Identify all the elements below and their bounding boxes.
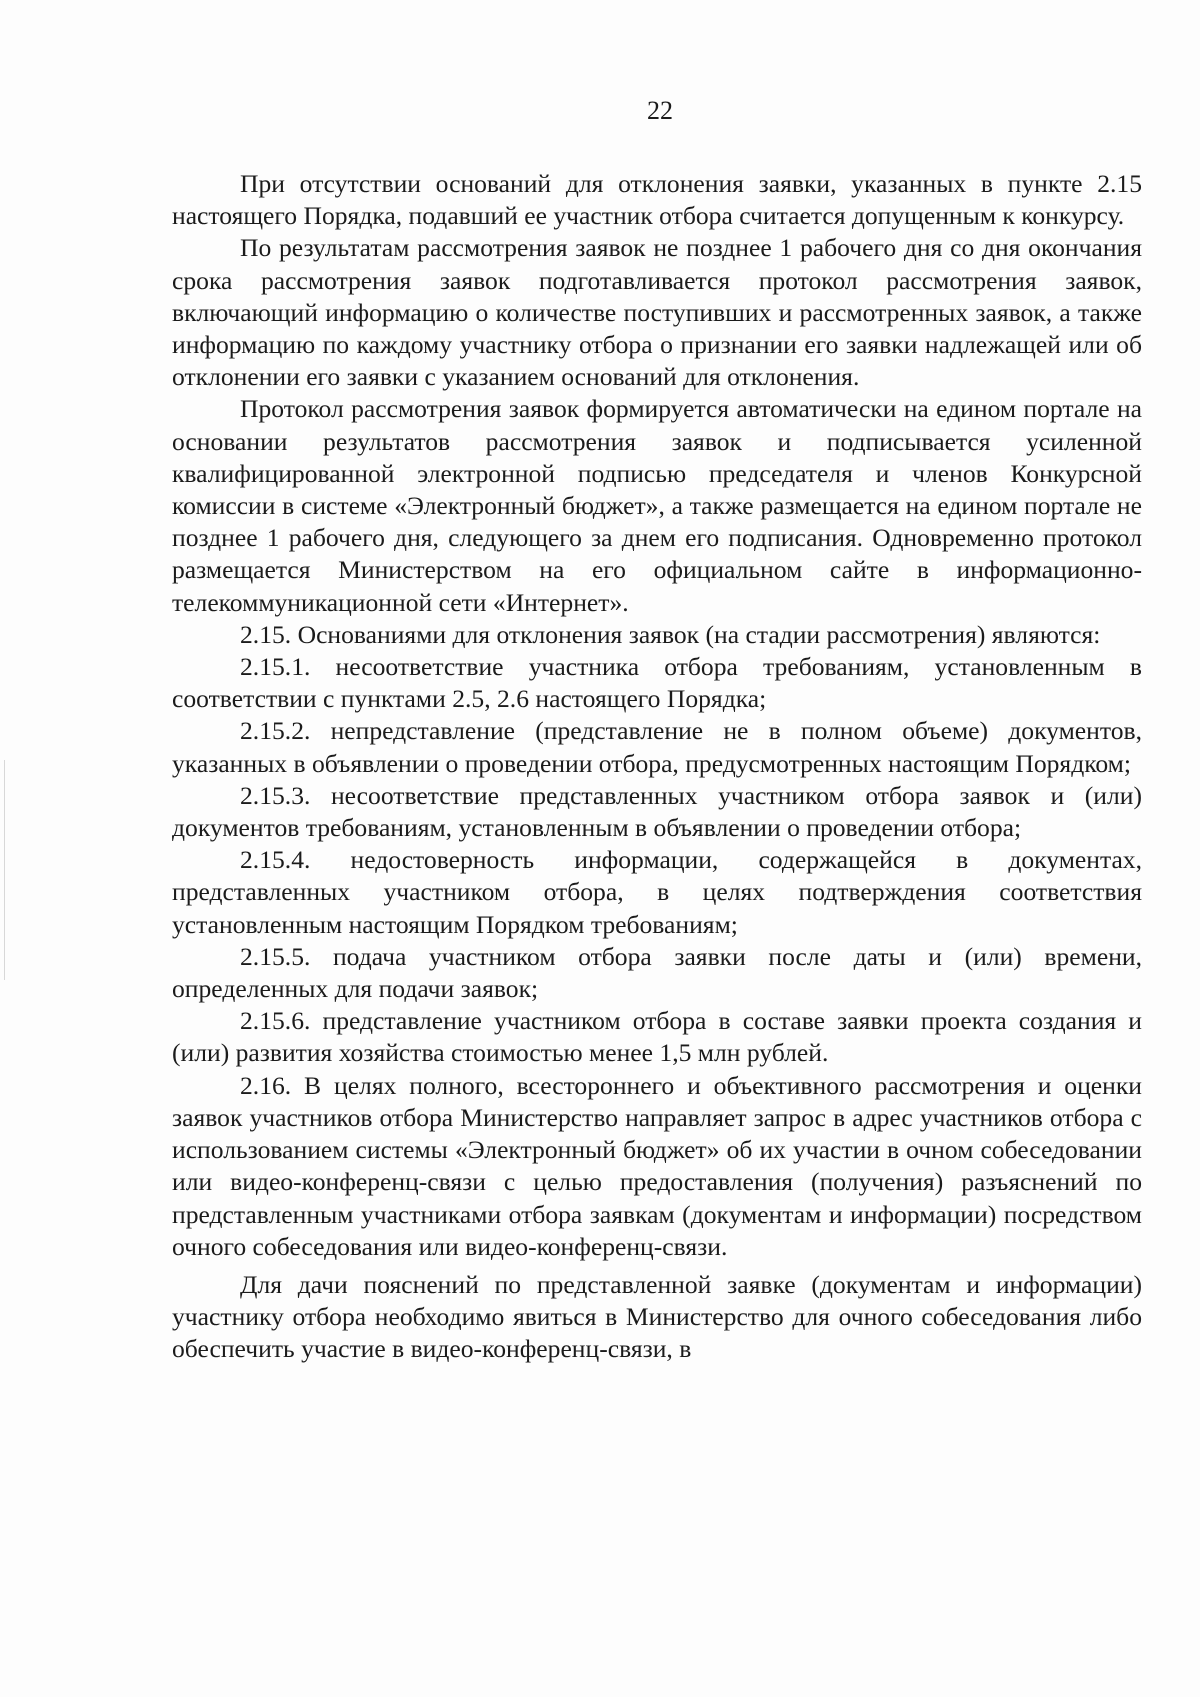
paragraph-2-15-1: 2.15.1. несоответствие участника отбора требованиям, установленным в соответствии с пунктами 2.5, 2.6 настоящего Порядка; — [172, 652, 1142, 714]
paragraph-2-15-2: 2.15.2. непредставление (представление не в полном объеме) документов, указанных в объявлении о проведении отбора, предусмотренных настоящим Порядком; — [172, 716, 1142, 778]
scan-edge-mark — [4, 760, 5, 980]
paragraph-2-15: 2.15. Основаниями для отклонения заявок (на стадии рассмотрения) являются: — [240, 619, 1101, 649]
page-number: 22 — [647, 96, 673, 125]
paragraph-review-protocol: По результатам рассмотрения заявок не позднее 1 рабочего дня со дня окончания срока рассмотрения заявок подготавливается протокол рассмотрения заявок, включающий информацию о количестве поступивших и рассмотренных заявок, а также информацию по каждому участнику отбора о признании его заявки надлежащей или об отклонении его заявки с указанием оснований для отклонения. — [172, 233, 1142, 392]
paragraph-2-15-4: 2.15.4. недостоверность информации, содержащейся в документах, представленных участником отбора, в целях подтверждения соответствия установленным настоящим Порядком требованиям; — [172, 845, 1142, 939]
paragraph-2-15-5: 2.15.5. подача участником отбора заявки после даты и (или) времени, определенных для подачи заявок; — [172, 941, 1142, 1004]
paragraph-2-15-3: 2.15.3. несоответствие представленных участником отбора заявок и (или) документов требованиям, установленным в объявлении о проведении отбора; — [172, 780, 1142, 843]
paragraph-explanations: Для дачи пояснений по представленной заявке (документам и информации) участнику отбора необходимо явиться в Министерство для очного собеседования либо обеспечить участие в видео-конференц-связи, в — [172, 1269, 1142, 1364]
paragraph-2-16: 2.16. В целях полного, всестороннего и объективного рассмотрения и оценки заявок участников отбора Министерство направляет запрос в адрес участников отбора с использованием системы «Электронный бюджет» об их участии в очном собеседовании или видео-конференц-связи с целью предоставления (получения) разъяснений по представленным участниками отбора заявкам (документам и информации) посредством очного собеседования или видео-конференц-связи. — [172, 1070, 1142, 1261]
paragraph-protocol-signing: Протокол рассмотрения заявок формируется автоматически на едином портале на основании результатов рассмотрения заявок и подписывается усиленной квалифицированной электронной подписью председателя и членов Конкурсной комиссии в системе «Электронный бюджет», а также размещается на едином портале не позднее 1 рабочего дня, следующего за днем его подписания. Одновременно протокол размещается Министерством на его официальном сайте в информационно-телекоммуникационной сети «Интернет». — [172, 394, 1142, 617]
document-body — [172, 168, 1142, 1366]
paragraph-admission: При отсутствии оснований для отклонения заявки, указанных в пункте 2.15 настоящего Порядка, подавший ее участник отбора считается допущенным к конкурсу. — [172, 169, 1142, 231]
paragraph-2-15-6: 2.15.6. представление участником отбора в составе заявки проекта создания и (или) развития хозяйства стоимостью менее 1,5 млн рублей. — [172, 1006, 1142, 1068]
